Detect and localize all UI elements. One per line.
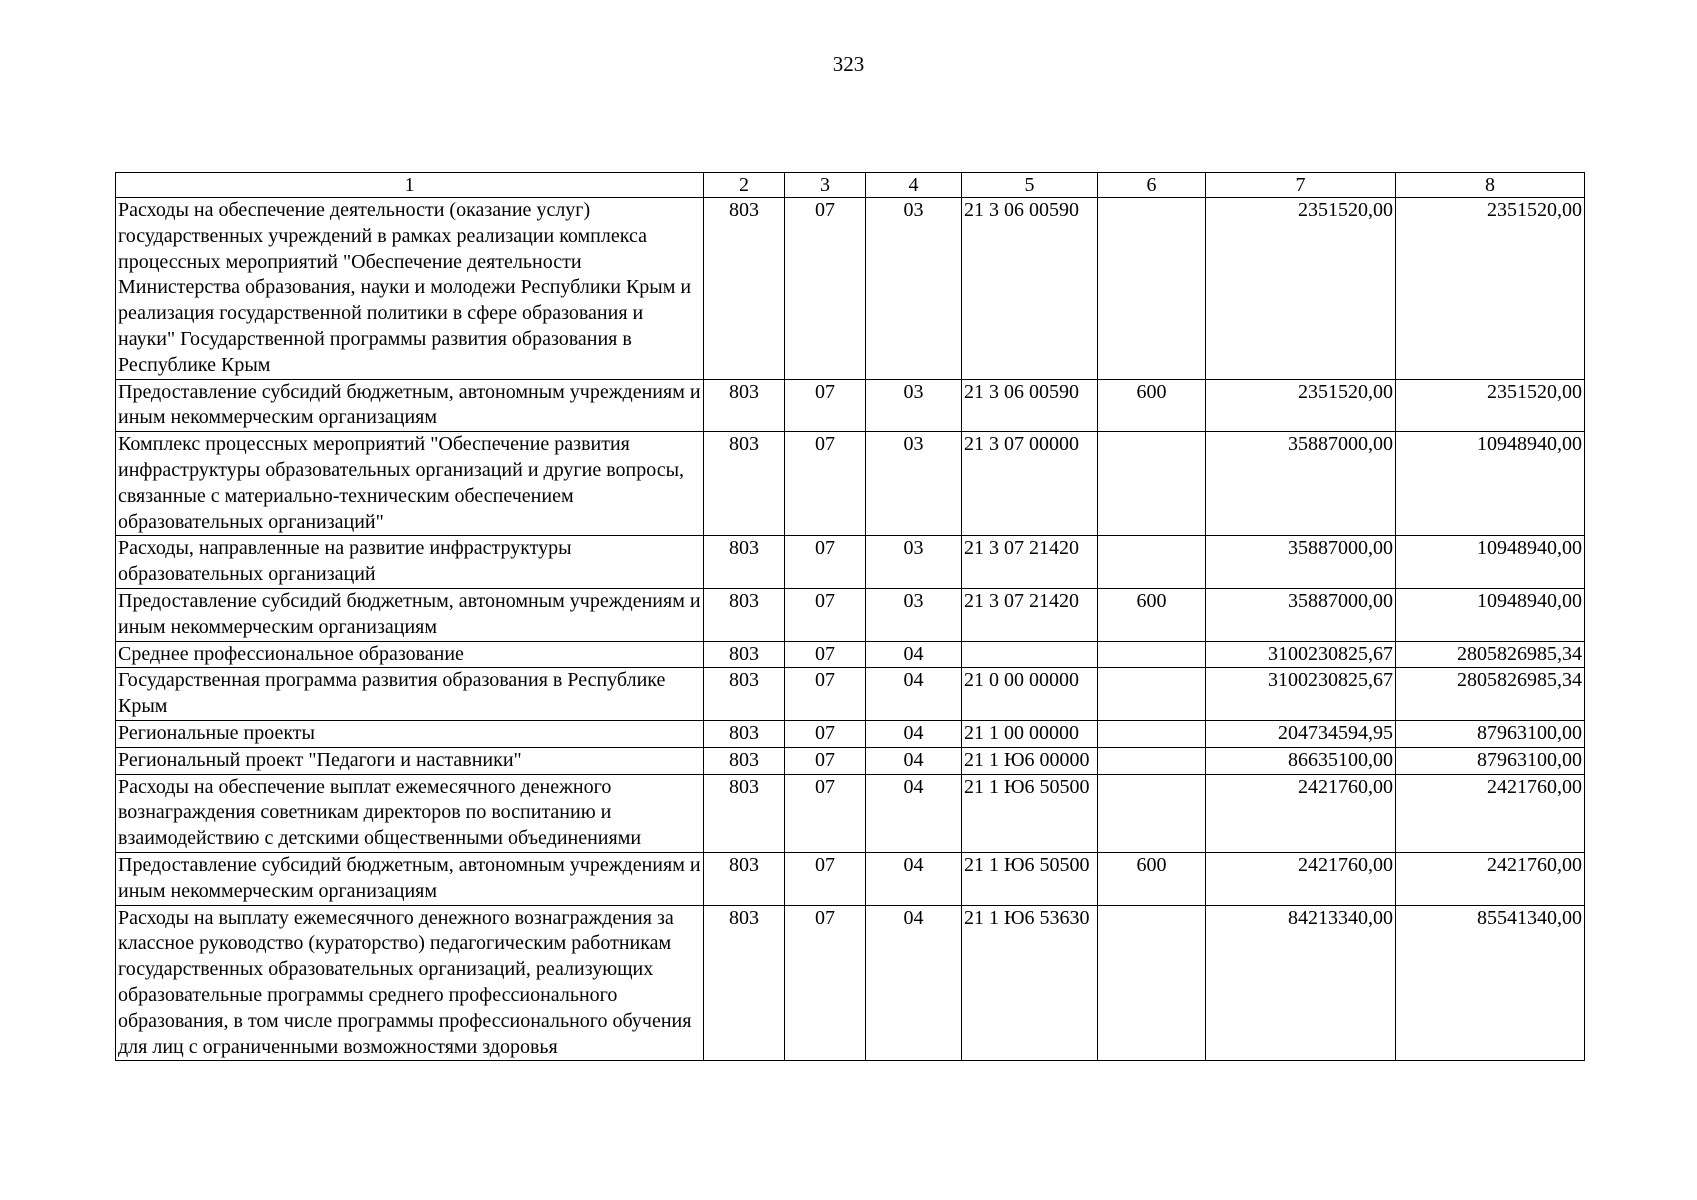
amount-year-1: 2421760,00: [1206, 774, 1396, 852]
expense-description: Региональный проект "Педагоги и наставники": [116, 747, 704, 774]
expense-description: Региональные проекты: [116, 720, 704, 747]
section-code: 07: [785, 720, 866, 747]
amount-year-2: 2805826985,34: [1396, 641, 1585, 668]
table-row: [116, 432, 1585, 536]
section-code: 07: [785, 198, 866, 380]
target-article-code: 21 1 Ю6 53630: [962, 905, 1098, 1061]
target-article-code: 21 0 00 00000: [962, 668, 1098, 721]
amount-year-1: 35887000,00: [1206, 588, 1396, 641]
target-article-code: 21 3 07 21420: [962, 588, 1098, 641]
target-article-code: 21 1 00 00000: [962, 720, 1098, 747]
subsection-code: 04: [866, 774, 962, 852]
section-code: 07: [785, 588, 866, 641]
ministry-code: 803: [704, 588, 785, 641]
expense-description: Предоставление субсидий бюджетным, автономным учреждениям и иным некоммерческим организациям: [116, 379, 704, 432]
expense-type-code: [1098, 720, 1206, 747]
subsection-code: 04: [866, 668, 962, 721]
subsection-code: 04: [866, 720, 962, 747]
ministry-code: 803: [704, 905, 785, 1061]
ministry-code: 803: [704, 432, 785, 536]
target-article-code: 21 3 06 00590: [962, 198, 1098, 380]
section-code: 07: [785, 774, 866, 852]
amount-year-2: 2351520,00: [1396, 198, 1585, 380]
amount-year-1: 35887000,00: [1206, 536, 1396, 589]
column-header: 8: [1396, 173, 1585, 198]
expense-description: Среднее профессиональное образование: [116, 641, 704, 668]
expense-type-code: [1098, 536, 1206, 589]
table-row: [116, 379, 1585, 432]
ministry-code: 803: [704, 720, 785, 747]
section-code: 07: [785, 379, 866, 432]
section-code: 07: [785, 905, 866, 1061]
section-code: 07: [785, 668, 866, 721]
target-article-code: 21 3 06 00590: [962, 379, 1098, 432]
section-code: 07: [785, 852, 866, 905]
ministry-code: 803: [704, 774, 785, 852]
section-code: 07: [785, 641, 866, 668]
amount-year-2: 87963100,00: [1396, 720, 1585, 747]
amount-year-1: 3100230825,67: [1206, 668, 1396, 721]
table-row: [116, 905, 1585, 1061]
column-header: 3: [785, 173, 866, 198]
table-row: [116, 198, 1585, 380]
ministry-code: 803: [704, 379, 785, 432]
target-article-code: 21 3 07 21420: [962, 536, 1098, 589]
budget-table: [115, 172, 1585, 1061]
subsection-code: 04: [866, 747, 962, 774]
section-code: 07: [785, 536, 866, 589]
amount-year-1: 84213340,00: [1206, 905, 1396, 1061]
amount-year-1: 2351520,00: [1206, 379, 1396, 432]
table-row: [116, 774, 1585, 852]
subsection-code: 04: [866, 852, 962, 905]
subsection-code: 03: [866, 588, 962, 641]
amount-year-1: 204734594,95: [1206, 720, 1396, 747]
amount-year-1: 35887000,00: [1206, 432, 1396, 536]
expense-type-code: [1098, 774, 1206, 852]
column-header: 2: [704, 173, 785, 198]
column-header: 6: [1098, 173, 1206, 198]
amount-year-1: 2421760,00: [1206, 852, 1396, 905]
ministry-code: 803: [704, 852, 785, 905]
subsection-code: 03: [866, 432, 962, 536]
expense-type-code: [1098, 198, 1206, 380]
amount-year-2: 2421760,00: [1396, 852, 1585, 905]
subsection-code: 03: [866, 536, 962, 589]
column-header: 1: [116, 173, 704, 198]
table-row: [116, 852, 1585, 905]
section-code: 07: [785, 432, 866, 536]
ministry-code: 803: [704, 536, 785, 589]
ministry-code: 803: [704, 641, 785, 668]
expense-type-code: [1098, 747, 1206, 774]
subsection-code: 04: [866, 641, 962, 668]
subsection-code: 03: [866, 198, 962, 380]
amount-year-1: 2351520,00: [1206, 198, 1396, 380]
expense-description: Расходы на выплату ежемесячного денежного вознаграждения за классное руководство (кураторство) педагогическим работникам государственных образовательных организаций, реализующих образовательные программы среднего профессионального образования, в том числе программы профессионального обучения для лиц с ограниченными возможностями здоровья: [116, 905, 704, 1061]
column-header: 4: [866, 173, 962, 198]
expense-description: Расходы, направленные на развитие инфраструктуры образовательных организаций: [116, 536, 704, 589]
amount-year-2: 87963100,00: [1396, 747, 1585, 774]
table-row: [116, 668, 1585, 721]
column-header: 7: [1206, 173, 1396, 198]
table-row: [116, 536, 1585, 589]
amount-year-2: 85541340,00: [1396, 905, 1585, 1061]
ministry-code: 803: [704, 198, 785, 380]
expense-type-code: 600: [1098, 588, 1206, 641]
expense-description: Государственная программа развития образования в Республике Крым: [116, 668, 704, 721]
expense-description: Комплекс процессных мероприятий "Обеспечение развития инфраструктуры образовательных организаций и другие вопросы, связанные с материально-техническим обеспечением образовательных организаций": [116, 432, 704, 536]
expense-type-code: 600: [1098, 379, 1206, 432]
expense-description: Предоставление субсидий бюджетным, автономным учреждениям и иным некоммерческим организациям: [116, 852, 704, 905]
amount-year-1: 3100230825,67: [1206, 641, 1396, 668]
expense-type-code: 600: [1098, 852, 1206, 905]
amount-year-2: 2351520,00: [1396, 379, 1585, 432]
section-code: 07: [785, 747, 866, 774]
amount-year-2: 2421760,00: [1396, 774, 1585, 852]
expense-description: Расходы на обеспечение выплат ежемесячного денежного вознаграждения советникам директоров по воспитанию и взаимодействию с детскими общественными объединениями: [116, 774, 704, 852]
table-row: [116, 588, 1585, 641]
target-article-code: [962, 641, 1098, 668]
ministry-code: 803: [704, 747, 785, 774]
column-header: 5: [962, 173, 1098, 198]
expense-type-code: [1098, 668, 1206, 721]
column-number-header-row: [116, 173, 1585, 198]
table-row: [116, 720, 1585, 747]
ministry-code: 803: [704, 668, 785, 721]
target-article-code: 21 3 07 00000: [962, 432, 1098, 536]
target-article-code: 21 1 Ю6 00000: [962, 747, 1098, 774]
amount-year-2: 10948940,00: [1396, 432, 1585, 536]
table-row: [116, 747, 1585, 774]
expense-type-code: [1098, 905, 1206, 1061]
target-article-code: 21 1 Ю6 50500: [962, 852, 1098, 905]
table-row: [116, 641, 1585, 668]
expense-type-code: [1098, 641, 1206, 668]
page-number: 323: [832, 52, 865, 76]
target-article-code: 21 1 Ю6 50500: [962, 774, 1098, 852]
expense-description: Предоставление субсидий бюджетным, автономным учреждениям и иным некоммерческим организациям: [116, 588, 704, 641]
amount-year-2: 10948940,00: [1396, 588, 1585, 641]
expense-description: Расходы на обеспечение деятельности (оказание услуг) государственных учреждений в рамках реализации комплекса процессных мероприятий "Обеспечение деятельности Министерства образования, науки и молодежи Республики Крым и реализация государственной политики в сфере образования и науки" Государственной программы развития образования в Республике Крым: [116, 198, 704, 380]
subsection-code: 04: [866, 905, 962, 1061]
amount-year-2: 10948940,00: [1396, 536, 1585, 589]
expense-type-code: [1098, 432, 1206, 536]
subsection-code: 03: [866, 379, 962, 432]
amount-year-1: 86635100,00: [1206, 747, 1396, 774]
amount-year-2: 2805826985,34: [1396, 668, 1585, 721]
